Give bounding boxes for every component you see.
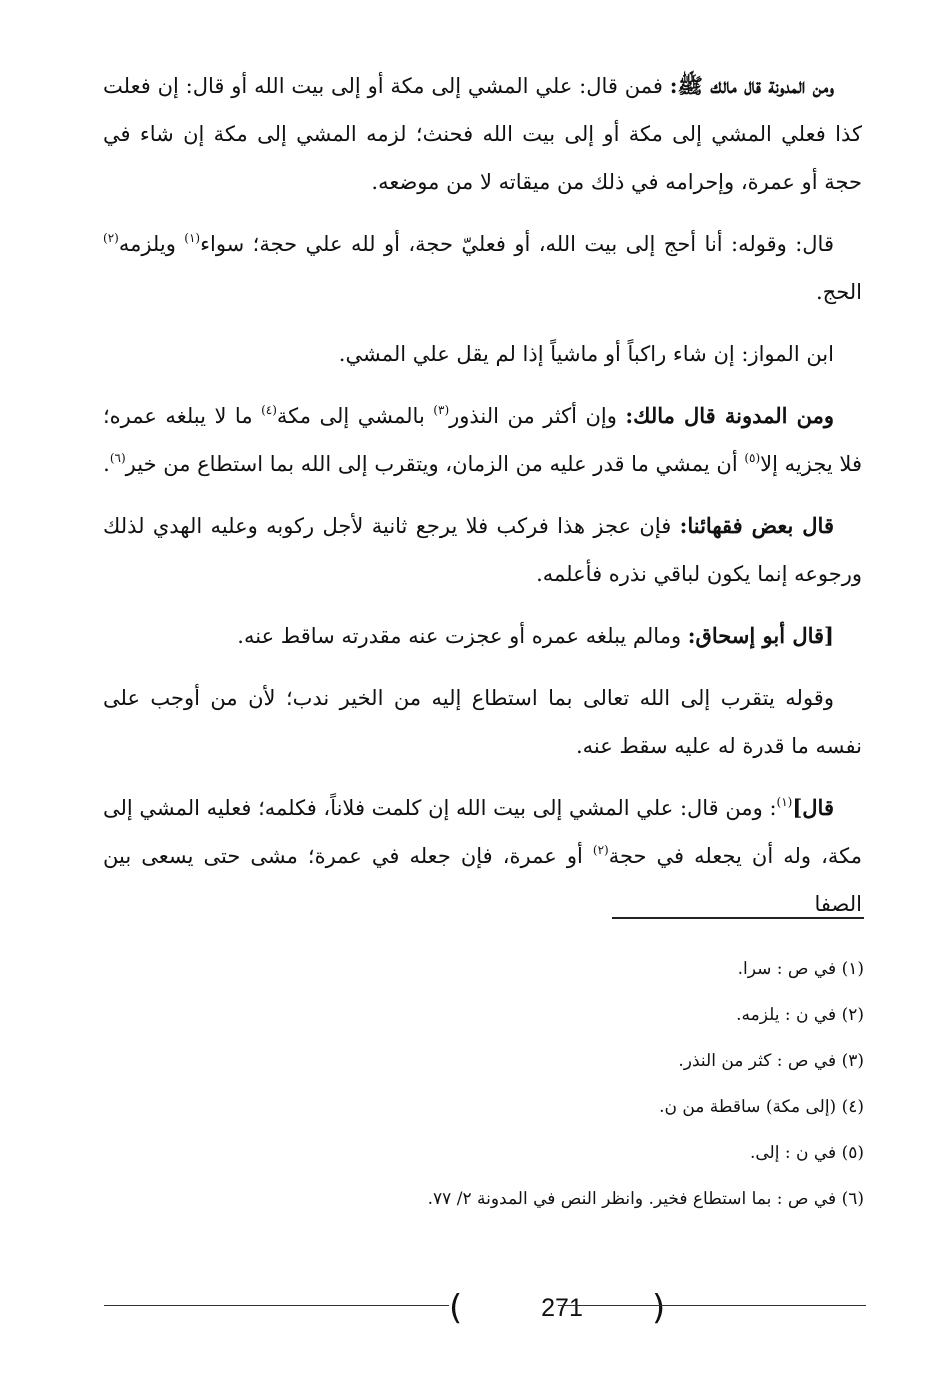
footnote-ref: (٥) [744,451,761,465]
footnote-ref: (٤) [261,403,277,417]
paragraph-text: ويلزمه [118,232,185,256]
footnote: (٣) في ص : كثر من النذر. [678,1051,864,1071]
paragraph-body: ابن المواز: إن شاء راكباً أو ماشياً إذا لم يقل علي المشي. [338,342,834,366]
footnote-ref: (١) [776,795,793,809]
footnote-ref: (٢) [103,231,119,245]
paragraph-lead: ومن المدونة قال مالك: [625,403,835,428]
paragraph-6 [103,612,862,660]
paragraph-text: الحج. [815,280,862,304]
page-number: 271 [541,1294,583,1322]
paragraph-text: وإن أكثر من النذور [449,404,626,428]
paragraph-1 [103,62,862,206]
paragraph-text: بالمشي إلى مكة [276,404,434,428]
paragraph-lead: ومن المدونة قال مالك ﷺ: [669,73,835,98]
paragraph-5 [103,502,862,598]
footnote-ref: (١) [184,231,201,245]
footnote: (٤) (إلى مكة) ساقطة من ن. [659,1097,864,1117]
page-number-bracket-open: ( [449,1288,463,1328]
paragraph-body: فإن عجز هذا فركب فلا يرجع ثانية لأجل ركوبه وعليه الهدي لذلك ورجوعه إنما يكون لباقي نذره فأعلمه. [103,514,862,586]
paragraph-body: ومالم يبلغه عمره أو عجزت عنه مقدرته ساقط عنه. [237,624,688,648]
page-number-bracket-close: ) [652,1288,666,1328]
paragraph-text: . [103,452,110,476]
paragraph-4 [103,392,862,488]
footnote-ref: (٦) [109,451,126,465]
paragraph-2 [103,220,862,316]
paragraph-body: فمن قال: علي المشي إلى مكة أو إلى بيت الله أو قال: إن فعلت كذا فعلي المشي إلى مكة أو إلى بيت الله فحنث؛ لزمه المشي إلى مكة إن شاء في حجة أو عمرة، وإحرامه في ذلك من ميقاته لا من موضعه. [103,74,862,194]
paragraph-text: قال: وقوله: أنا أحج إلى بيت الله، أو فعليّ حجة، أو لله علي حجة؛ سواء [200,232,834,256]
footnotes [103,946,864,1222]
page-footer [104,1286,866,1330]
footer-rule-left [104,1305,449,1306]
paragraph-7 [103,674,862,770]
footnote-separator [612,917,864,919]
paragraph-body: وقوله يتقرب إلى الله تعالى بما استطاع إليه من الخير ندب؛ لأن من أوجب على نفسه ما قدرة له عليه سقط عنه. [103,686,862,758]
footnote: (٢) في ن : يلزمه. [736,1005,864,1025]
paragraph-text: أو عمرة، فإن جعله في عمرة؛ مشى حتى يسعى بين الصفا [103,844,862,916]
paragraph-text: ما لا يبلغه عمره؛ فلا يجزيه إلا [103,404,862,476]
footnote-ref: (٢) [592,843,609,857]
paragraph-text: أن يمشي ما قدر عليه من الزمان، ويتقرب إلى الله بما استطاع من خير [125,452,745,476]
footer-rule-right [558,1305,866,1306]
footnote: (١) في ص : سرا. [737,959,864,979]
main-text [103,62,862,942]
footnote: (٦) في ص : بما استطاع فخير. وانظر النص في المدونة ٢/ ٧٧. [427,1189,864,1209]
paragraph-lead: قال بعض فقهائنا: [679,513,834,538]
paragraph-3 [103,330,862,378]
paragraph-lead: قال] [792,795,834,820]
paragraph-text: : ومن قال: علي المشي إلى بيت الله إن كلمت فلاناً، فكلمه؛ فعليه المشي إلى مكة، وله أن يجعله في حجة [102,796,862,868]
paragraph-lead: [قال أبو إسحاق: [687,623,834,648]
footnote: (٥) في ن : إلى. [749,1143,864,1163]
footnote-ref: (٣) [433,403,450,417]
paragraph-8 [103,784,862,928]
